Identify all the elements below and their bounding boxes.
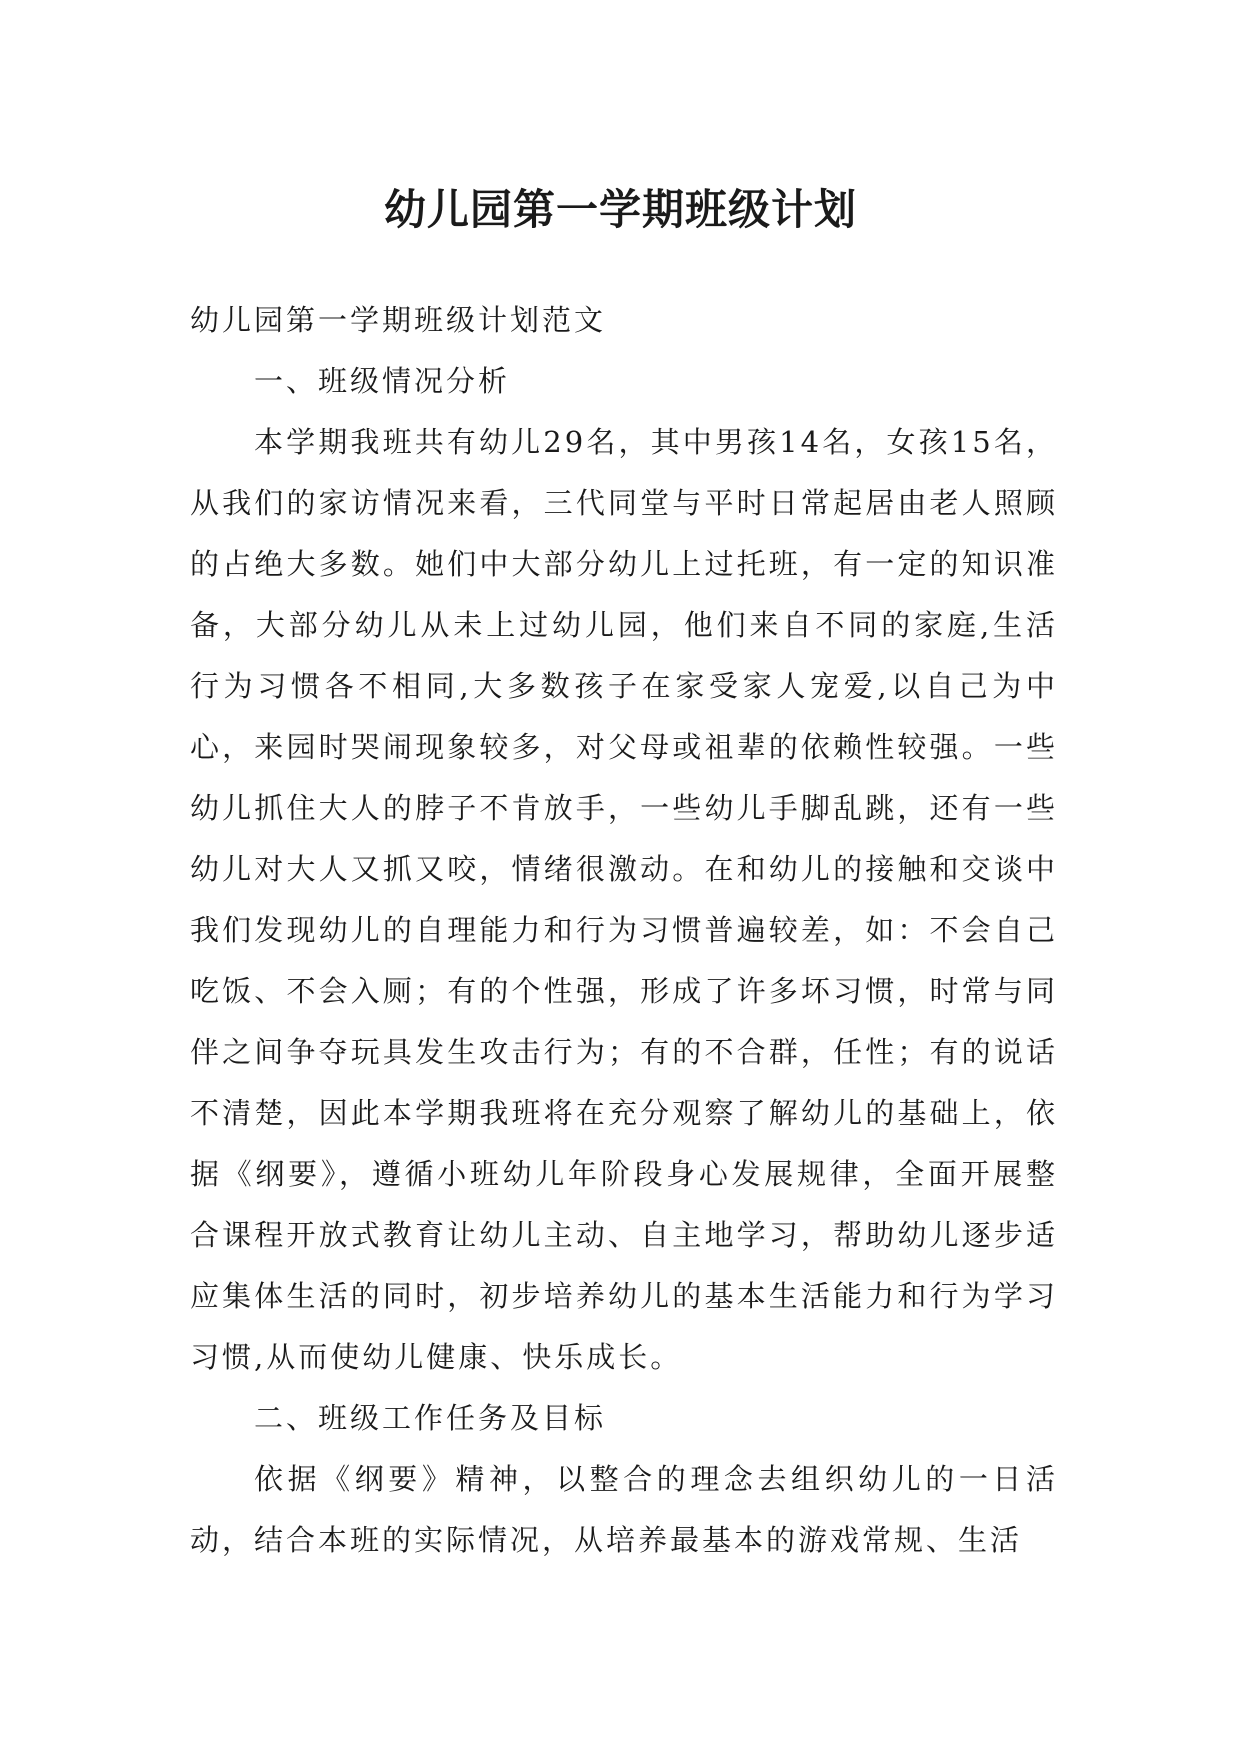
section-paragraph-2: 依据《纲要》精神，以整合的理念去组织幼儿的一日活动，结合本班的实际情况，从培养最基本的游戏常规、生活 [190, 1462, 1058, 1557]
section-heading-2: 二、班级工作任务及目标 [254, 1401, 607, 1435]
document-subtitle: 幼儿园第一学期班级计划范文 [190, 303, 607, 337]
section-heading-1: 一、班级情况分析 [254, 364, 511, 398]
section-paragraph-1: 本学期我班共有幼儿29名，其中男孩14名，女孩15名，从我们的家访情况来看，三代同堂与平时日常起居由老人照顾的占绝大多数。她们中大部分幼儿上过托班，有一定的知识准备，大部分幼儿从未上过幼儿园，他们来自不同的家庭,生活行为习惯各不相同,大多数孩子在家受家人宠爱,以自己为中心，来园时哭闹现象较多，对父母或祖辈的依赖性较强。一些幼儿抓住大人的脖子不肯放手，一些幼儿手脚乱跳，还有一些幼儿对大人又抓又咬，情绪很激动。在和幼儿的接触和交谈中我们发现幼儿的自理能力和行为习惯普遍较差，如：不会自己吃饭、不会入厕；有的个性强，形成了许多坏习惯，时常与同伴之间争夺玩具发生攻击行为；有的不合群，任性；有的说话不清楚，因此本学期我班将在充分观察了解幼儿的基础上，依据《纲要》，遵循小班幼儿年阶段身心发展规律，全面开展整合课程开放式教育让幼儿主动、自主地学习，帮助幼儿逐步适应集体生活的同时，初步培养幼儿的基本生活能力和行为学习习惯,从而使幼儿健康、快乐成长。 [190, 425, 1058, 1374]
document-body [190, 290, 1058, 1571]
document-title: 幼儿园第一学期班级计划 [383, 185, 857, 235]
